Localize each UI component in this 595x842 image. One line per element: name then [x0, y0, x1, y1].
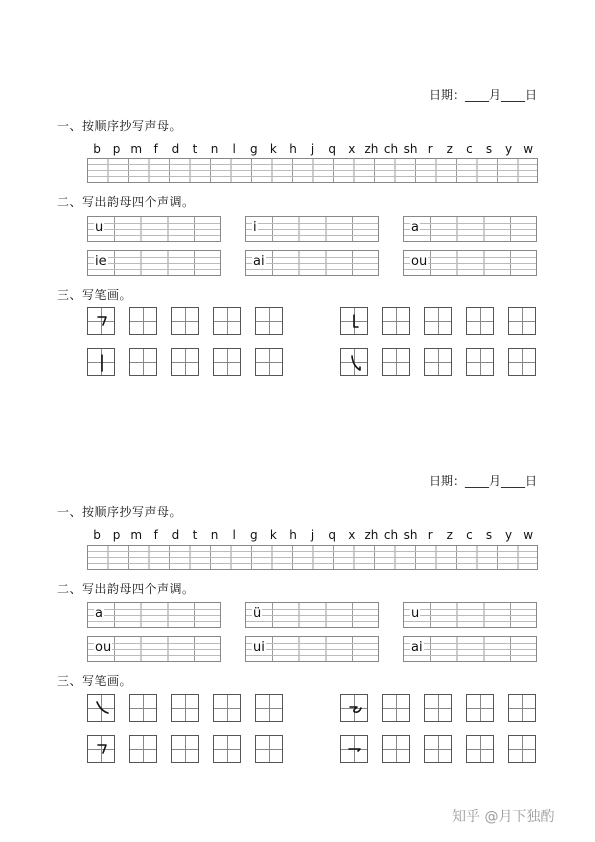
- tian-grid-box: [171, 694, 199, 722]
- final-label: a: [95, 606, 103, 621]
- initial-letter: m: [130, 528, 143, 542]
- watermark: 知乎 @月下独酌: [452, 809, 555, 825]
- final-label: ie: [95, 254, 107, 269]
- section-2-title: 二、写出韵母四个声调。: [57, 195, 195, 209]
- tian-grid-box: [213, 735, 241, 763]
- initial-letter: q: [328, 142, 336, 156]
- initial-letter: x: [348, 142, 356, 156]
- tian-grid-box: [508, 694, 536, 722]
- section-3-title: 三、写笔画。: [57, 288, 133, 302]
- initial-letter: x: [348, 528, 356, 542]
- initial-letter: b: [93, 142, 101, 156]
- final-box: [403, 602, 537, 628]
- final-label: u: [95, 220, 104, 235]
- initial-letter: w: [523, 142, 534, 156]
- initial-letter: c: [466, 142, 473, 156]
- final-label: i: [253, 220, 257, 235]
- initial-letter: s: [485, 528, 493, 542]
- initial-letter: ch: [383, 528, 399, 542]
- tian-grid-box: [382, 694, 410, 722]
- date-field: 日期：____月____日: [428, 88, 537, 102]
- initial-letter: y: [505, 142, 513, 156]
- initial-letter: b: [93, 528, 101, 542]
- initial-letter: p: [112, 528, 121, 542]
- stroke-glyph-icon: [341, 736, 369, 764]
- initial-letter: zh: [364, 142, 379, 156]
- initial-letter: l: [232, 142, 236, 156]
- final-label: u: [411, 606, 420, 621]
- initial-letter: sh: [403, 528, 418, 542]
- initial-letter: k: [269, 528, 277, 542]
- section-1-title: 一、按顺序抄写声母。: [57, 505, 183, 519]
- initial-letter: zh: [364, 528, 379, 542]
- initial-letter: r: [427, 142, 433, 156]
- initials-copy-grid: [87, 545, 538, 570]
- final-label: ou: [95, 640, 112, 655]
- stroke-glyph-icon: [88, 695, 116, 723]
- initial-letter: y: [505, 528, 513, 542]
- tian-grid-box: [129, 735, 157, 763]
- initial-letter: d: [171, 142, 180, 156]
- initial-letter: r: [427, 528, 433, 542]
- initial-letter: c: [466, 528, 473, 542]
- initial-letter: g: [249, 142, 258, 156]
- initial-letter: z: [446, 142, 453, 156]
- initial-letter: t: [192, 142, 198, 156]
- final-label: ai: [411, 640, 423, 655]
- final-label: ou: [411, 254, 428, 269]
- final-box: [87, 636, 221, 662]
- tian-grid-box: [213, 694, 241, 722]
- tian-grid-box: [171, 735, 199, 763]
- tian-grid-box: [87, 694, 115, 722]
- tian-grid-box: [466, 694, 494, 722]
- tian-grid-box: [382, 735, 410, 763]
- tian-grid-box: [340, 694, 368, 722]
- final-label: ü: [253, 606, 262, 621]
- initial-letter: sh: [403, 142, 418, 156]
- initial-letter: h: [289, 142, 297, 156]
- tian-grid-box: [508, 735, 536, 763]
- initial-letter: g: [249, 528, 258, 542]
- initial-letter: f: [153, 528, 158, 542]
- initial-letter: t: [192, 528, 198, 542]
- tian-grid-box: [255, 694, 283, 722]
- initial-letter: p: [112, 142, 121, 156]
- tian-grid-box: [129, 694, 157, 722]
- final-box: [245, 602, 379, 628]
- final-label: ui: [253, 640, 265, 655]
- final-label: ai: [253, 254, 265, 269]
- tian-grid-box: [87, 735, 115, 763]
- date-field: 日期：____月____日: [428, 474, 537, 488]
- section-2-title: 二、写出韵母四个声调。: [57, 582, 195, 596]
- initial-letter: n: [210, 142, 219, 156]
- tian-grid-box: [424, 694, 452, 722]
- initial-letter: j: [310, 142, 315, 156]
- stroke-glyph-icon: [88, 736, 116, 764]
- initial-letter: k: [269, 142, 277, 156]
- initial-letter: n: [210, 528, 219, 542]
- initial-letter: j: [310, 528, 315, 542]
- tian-grid-box: [466, 735, 494, 763]
- initial-letter: z: [446, 528, 453, 542]
- initial-letter: h: [289, 528, 297, 542]
- initial-letter: f: [153, 142, 158, 156]
- initial-letter: q: [328, 528, 336, 542]
- tian-grid-box: [424, 735, 452, 763]
- initial-letter: l: [232, 528, 236, 542]
- initial-letter: w: [523, 528, 534, 542]
- final-label: a: [411, 220, 419, 235]
- final-box: [245, 636, 379, 662]
- initial-letter: s: [485, 142, 493, 156]
- initial-letter: d: [171, 528, 180, 542]
- final-box: [403, 636, 537, 662]
- tian-grid-box: [255, 735, 283, 763]
- section-1-title: 一、按顺序抄写声母。: [57, 119, 183, 133]
- final-box: [87, 602, 221, 628]
- stroke-glyph-icon: [341, 695, 369, 723]
- tian-grid-box: [340, 735, 368, 763]
- section-3-title: 三、写笔画。: [57, 674, 133, 688]
- initial-letter: ch: [383, 142, 399, 156]
- initial-letter: m: [130, 142, 143, 156]
